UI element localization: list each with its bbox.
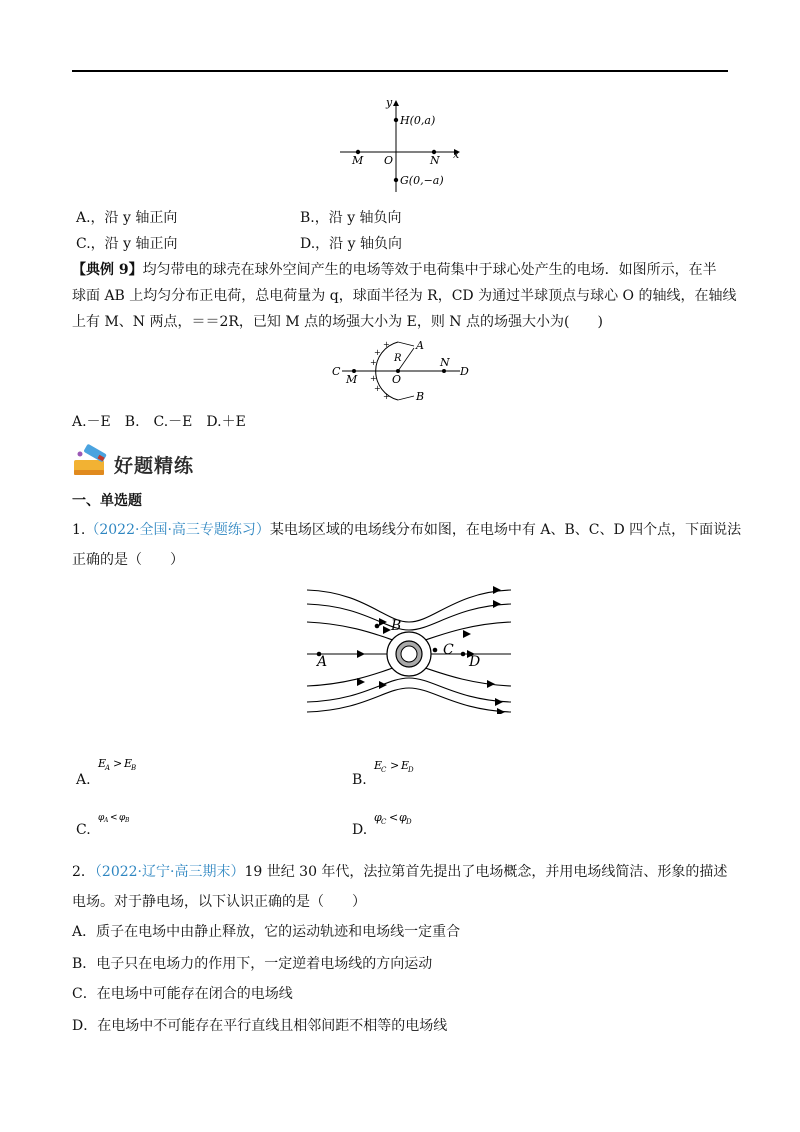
q2-option-a: A．质子在电场中由静止释放，它的运动轨迹和电场线一定重合 [72, 924, 461, 940]
svg-text:E: E [124, 757, 133, 770]
point-b [375, 624, 380, 629]
svg-text:>: > [390, 759, 400, 772]
section-banner [72, 444, 212, 480]
svg-text:D: D [406, 818, 412, 826]
field-lines-figure [305, 584, 515, 714]
q1-option-a-prefix: A. [76, 772, 91, 788]
example9-tag: 【典例 9】 [72, 262, 143, 278]
svg-text:D: D [408, 766, 414, 774]
svg-text:φ: φ [399, 811, 407, 824]
banner-title: 好题精练 [114, 455, 195, 477]
point-d [461, 652, 466, 657]
example9-line2: 球面 AB 上均匀分布正电荷，总电荷量为 q，球面半径为 R，CD 为通过半球顶点与球心 O 的轴线，在轴线 [72, 288, 737, 304]
m-label: M [352, 154, 364, 167]
svg-text:φ: φ [98, 813, 105, 823]
q2-number: 2． [72, 864, 95, 880]
plus-sign: + [374, 384, 381, 393]
r-label: R [394, 353, 402, 364]
q1-source: （2022·全国·高三专题练习） [85, 522, 270, 538]
q1-line1 [72, 520, 741, 540]
svg-text:A: A [104, 817, 109, 824]
x-axis-label: x [453, 148, 460, 161]
q1-line2: 正确的是（ ） [72, 552, 184, 568]
svg-text:A: A [105, 764, 111, 772]
label-a: A [317, 654, 328, 670]
pencil-book-icon [72, 444, 112, 478]
plus-sign: + [370, 374, 377, 383]
example9-answers: A.－E B. C.－E D.＋E [72, 414, 246, 430]
h-label: H(0,a) [400, 114, 436, 127]
q1-option-d-prefix: D. [352, 822, 368, 838]
hemisphere-figure [328, 336, 478, 406]
a-label: A [416, 339, 424, 352]
svg-text:E: E [98, 757, 107, 770]
q2-text1: 19 世纪 30 年代，法拉第首先提出了电场概念，并用电场线简洁、形象的描述 [244, 864, 728, 880]
svg-text:φ: φ [374, 811, 382, 824]
section-heading: 一、单选题 [72, 493, 142, 509]
y-axis-label: y [386, 96, 393, 109]
q2-line1 [72, 862, 727, 882]
b-label: B [416, 390, 425, 403]
q2-option-c: C．在电场中可能存在闭合的电场线 [72, 986, 293, 1002]
prev-option-b: B.，沿 y 轴负向 [300, 210, 402, 226]
example9-line3: 上有 M、N 两点，＝＝2R，已知 M 点的场强大小为 E，则 N 点的场强大小为( ) [72, 314, 603, 330]
q1-text1: 某电场区域的电场线分布如图，在电场中有 A、B、C、D 四个点，下面说法 [269, 522, 742, 538]
prev-option-c: C.，沿 y 轴正向 [76, 236, 178, 252]
label-c: C [443, 642, 454, 658]
example9-text1: 均匀带电的球壳在球外空间产生的电场等效于电荷集中于球心处产生的电场．如图所示，在半 [142, 262, 717, 278]
point-n-2 [442, 369, 446, 373]
svg-text:φ: φ [119, 813, 126, 823]
prev-option-a: A.，沿 y 轴正向 [76, 210, 178, 226]
plus-sign: + [383, 340, 390, 349]
q2-option-d: D．在电场中不可能存在平行直线且相邻间距不相等的电场线 [72, 1018, 448, 1034]
q1-option-c-prefix: C. [76, 822, 91, 838]
plus-sign: + [374, 348, 381, 357]
svg-text:E: E [401, 759, 410, 772]
q1-option-a-math [96, 754, 156, 778]
q1-number: 1. [72, 522, 86, 538]
m-label-2: M [346, 373, 358, 386]
n-label-2: N [440, 356, 450, 369]
header-rule [72, 70, 728, 72]
o-label-2: O [392, 373, 402, 386]
svg-text:C: C [381, 818, 387, 826]
n-label: N [430, 154, 440, 167]
plus-sign: + [370, 358, 377, 367]
point-g [394, 178, 398, 182]
prev-option-d: D.，沿 y 轴负向 [300, 236, 402, 252]
q1-option-d-math [372, 808, 432, 832]
label-d: D [469, 654, 481, 670]
plus-sign: + [383, 392, 390, 401]
q2-option-b: B．电子只在电场力的作用下，一定逆着电场线的方向运动 [72, 956, 433, 972]
o-label: O [384, 154, 394, 167]
svg-text:<: < [389, 811, 399, 824]
d-label: D [460, 365, 469, 378]
q2-source: （2022·辽宁·高三期末） [94, 864, 245, 880]
g-label: G(0,−a) [400, 174, 444, 187]
example9-line1 [72, 260, 717, 280]
q1-option-b-prefix: B. [352, 772, 367, 788]
label-b: B [391, 618, 402, 634]
svg-text:B: B [131, 764, 137, 772]
coordinate-figure [330, 96, 470, 196]
c-label: C [332, 365, 341, 378]
q2-line2: 电场。对于静电场，以下认识正确的是（ ） [72, 894, 366, 910]
point-c [433, 648, 438, 653]
svg-text:B: B [125, 817, 130, 824]
q1-option-b-math [372, 756, 432, 780]
svg-text:<: < [110, 813, 118, 823]
point-h [394, 118, 398, 122]
svg-text:E: E [374, 759, 383, 772]
q1-option-c-math [96, 808, 156, 832]
svg-text:C: C [381, 766, 387, 774]
svg-text:>: > [113, 757, 123, 770]
